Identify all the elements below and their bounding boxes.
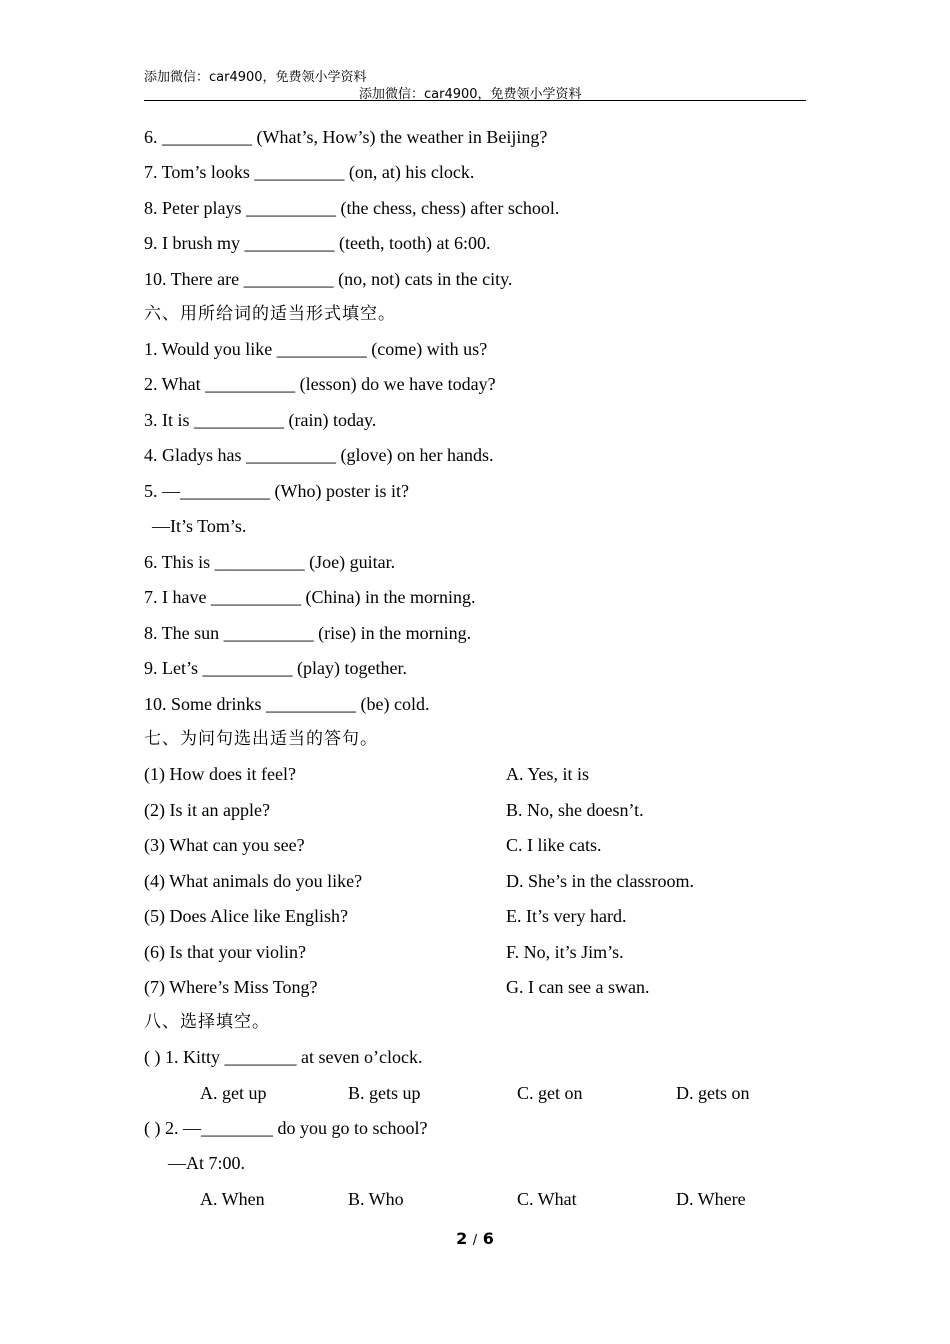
choice-option: B. Who: [348, 1189, 404, 1209]
exercise-item: 5. —__________ (Who) poster is it?: [144, 481, 409, 501]
section-heading: 七、为问句选出适当的答句。: [144, 729, 378, 749]
choice-option: B. gets up: [348, 1083, 421, 1103]
exercise-item: 7. I have __________ (China) in the morning.: [144, 587, 476, 607]
matching-question: (3) What can you see?: [144, 835, 305, 855]
watermark-text-top: 添加微信：car4900，免费领小学资料: [144, 70, 367, 85]
exercise-item: 1. Would you like __________ (come) with us?: [144, 339, 488, 359]
exercise-item: 6. __________ (What’s, How’s) the weather in Beijing?: [144, 127, 548, 147]
matching-question: (2) Is it an apple?: [144, 800, 270, 820]
matching-question: (1) How does it feel?: [144, 764, 296, 784]
matching-answer: C. I like cats.: [506, 835, 602, 855]
choice-option: D. gets on: [676, 1083, 750, 1103]
exercise-item: 9. Let’s __________ (play) together.: [144, 658, 407, 678]
exercise-item: 6. This is __________ (Joe) guitar.: [144, 552, 396, 572]
section-heading: 八、选择填空。: [144, 1012, 270, 1032]
matching-question: (5) Does Alice like English?: [144, 906, 348, 926]
matching-answer: A. Yes, it is: [506, 764, 590, 784]
exercise-item-reply: —It’s Tom’s.: [152, 516, 247, 536]
exercise-item: 8. The sun __________ (rise) in the morning.: [144, 623, 472, 643]
matching-answer: B. No, she doesn’t.: [506, 800, 644, 820]
choice-option: A. get up: [200, 1083, 267, 1103]
section-heading: 六、用所给词的适当形式填空。: [144, 304, 396, 324]
matching-answer: D. She’s in the classroom.: [506, 871, 694, 891]
matching-question: (7) Where’s Miss Tong?: [144, 977, 318, 997]
exercise-item: 4. Gladys has __________ (glove) on her hands.: [144, 445, 494, 465]
exercise-item: 2. What __________ (lesson) do we have today?: [144, 374, 496, 394]
page-total: 6: [482, 1229, 494, 1248]
choice-question-stem: ( ) 1. Kitty ________ at seven o’clock.: [144, 1047, 423, 1067]
exercise-item: 8. Peter plays __________ (the chess, chess) after school.: [144, 198, 560, 218]
matching-answer: F. No, it’s Jim’s.: [506, 942, 624, 962]
exercise-item: 10. Some drinks __________ (be) cold.: [144, 694, 430, 714]
page-current: 2: [456, 1229, 468, 1248]
page-number: [0, 1229, 950, 1248]
choice-option: A. When: [200, 1189, 265, 1209]
matching-question: (6) Is that your violin?: [144, 942, 306, 962]
choice-question-reply: —At 7:00.: [168, 1153, 246, 1173]
exercise-item: 10. There are __________ (no, not) cats in the city.: [144, 269, 513, 289]
watermark-text-bottom: 添加微信：car4900，免费领小学资料: [359, 87, 582, 102]
matching-answer: G. I can see a swan.: [506, 977, 650, 997]
exercise-item: 3. It is __________ (rain) today.: [144, 410, 377, 430]
matching-question: (4) What animals do you like?: [144, 871, 363, 891]
choice-option: C. What: [517, 1189, 577, 1209]
header-rule: [144, 100, 806, 101]
exercise-item: 9. I brush my __________ (teeth, tooth) at 6:00.: [144, 233, 491, 253]
exercise-item: 7. Tom’s looks __________ (on, at) his clock.: [144, 162, 475, 182]
matching-answer: E. It’s very hard.: [506, 906, 627, 926]
page-separator: /: [472, 1233, 478, 1248]
choice-question-stem: ( ) 2. —________ do you go to school?: [144, 1118, 428, 1138]
choice-option: C. get on: [517, 1083, 583, 1103]
choice-option: D. Where: [676, 1189, 746, 1209]
